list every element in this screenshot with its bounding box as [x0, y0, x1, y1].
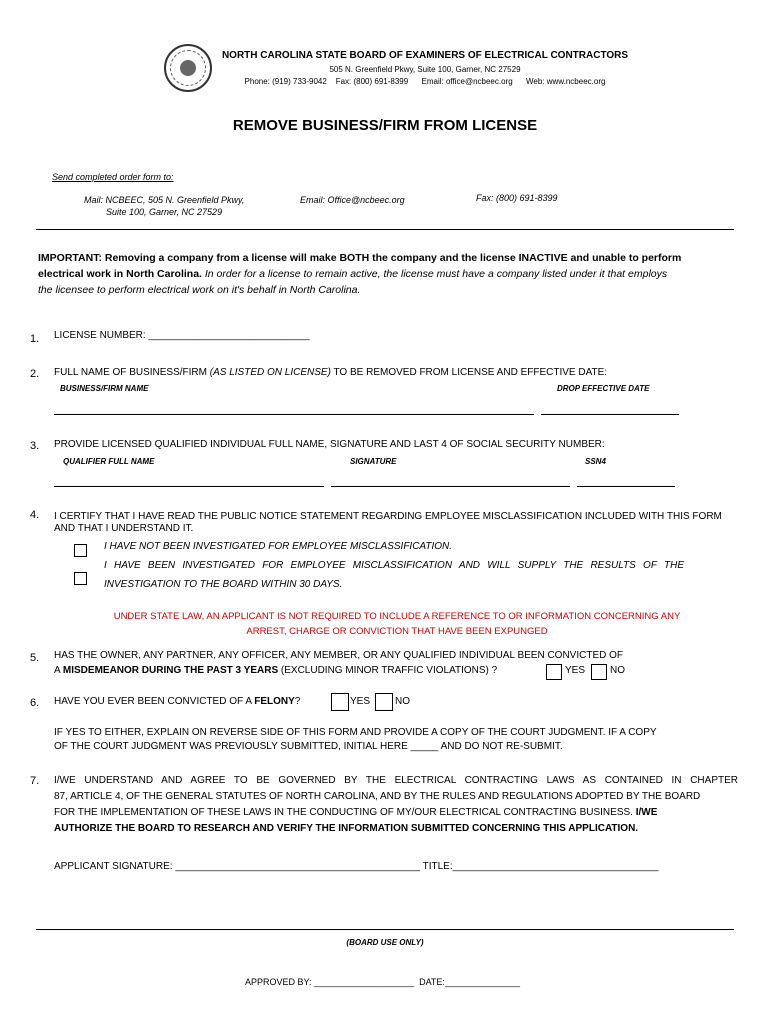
investigated-checkbox[interactable] [74, 572, 87, 585]
misdemeanor-no-checkbox[interactable] [591, 664, 607, 680]
q7-line2: 87, ARTICLE 4, OF THE GENERAL STATUTES OF NORTH CAROLINA, AND BY THE RULES AND REGULATIONS ADOPTED BY THE BOARD [54, 791, 701, 802]
q5-number: 5. [30, 652, 40, 664]
ssn-label: SSN4 [585, 457, 606, 466]
send-mail-line1: Mail: NCBEEC, 505 N. Greenfield Pkwy, [84, 195, 245, 205]
felony-yes-checkbox[interactable] [331, 693, 349, 711]
q6-number: 6. [30, 697, 40, 709]
felony-no-label: NO [395, 696, 410, 707]
q4-number: 4. [30, 509, 40, 521]
q7-line4: AUTHORIZE THE BOARD TO RESEARCH AND VERIFY THE INFORMATION SUBMITTED CONCERNING THIS APPLICATION. [54, 823, 639, 834]
investigated-label-line1: I HAVE BEEN INVESTIGATED FOR EMPLOYEE MISCLASSIFICATION AND WILL SUPPLY THE RESULTS OF THE [104, 560, 684, 571]
not-investigated-checkbox[interactable] [74, 544, 87, 557]
important-line2-bold: electrical work in North Carolina. [38, 268, 202, 280]
misdemeanor-no-label: NO [610, 665, 625, 676]
investigated-label-line2: INVESTIGATION TO THE BOARD WITHIN 30 DAYS. [104, 579, 343, 590]
ssn4-field[interactable] [577, 486, 675, 487]
misdemeanor-yes-checkbox[interactable] [546, 664, 562, 680]
send-label: Send completed order form to: [52, 172, 174, 182]
q4-line1: I CERTIFY THAT I HAVE READ THE PUBLIC NOTICE STATEMENT REGARDING EMPLOYEE MISCLASSIFICATION INCLUDED WITH THIS FORM [54, 511, 722, 522]
q3-number: 3. [30, 440, 40, 452]
q5-line1: HAS THE OWNER, ANY PARTNER, ANY OFFICER, ANY MEMBER, OR ANY QUALIFIED INDIVIDUAL BEEN CONVICTED OF [54, 650, 624, 661]
explain-line1: IF YES TO EITHER, EXPLAIN ON REVERSE SIDE OF THIS FORM AND PROVIDE A COPY OF THE COURT JUDGMENT. IF A COPY [54, 727, 657, 738]
important-line1: IMPORTANT: Removing a company from a license will make BOTH the company and the license INACTIVE and unable to perform [38, 252, 682, 264]
felony-no-checkbox[interactable] [375, 693, 393, 711]
q2-number: 2. [30, 368, 40, 380]
send-fax: Fax: (800) 691-8399 [476, 193, 558, 203]
q7-number: 7. [30, 775, 40, 787]
send-email: Email: Office@ncbeec.org [300, 195, 405, 205]
q5-line2: A MISDEMEANOR DURING THE PAST 3 YEARS (EXCLUDING MINOR TRAFFIC VIOLATIONS) ? [54, 665, 498, 676]
q2-question: FULL NAME OF BUSINESS/FIRM (AS LISTED ON LICENSE) TO BE REMOVED FROM LICENSE AND EFFECTIVE DATE: [54, 367, 608, 378]
qualifier-name-field[interactable] [54, 486, 324, 487]
qualifier-signature-field[interactable] [331, 486, 570, 487]
drop-date-label: DROP EFFECTIVE DATE [557, 384, 650, 393]
applicant-signature-field[interactable]: APPLICANT SIGNATURE: ____________________________________________ TITLE:_____________________________________ [54, 861, 659, 872]
misdemeanor-yes-label: YES [565, 665, 586, 676]
business-name-field[interactable] [54, 414, 534, 415]
qualifier-name-label: QUALIFIER FULL NAME [63, 457, 155, 466]
approved-by-field[interactable]: APPROVED BY: ____________________ DATE:_______________ [244, 977, 521, 987]
org-name: NORTH CAROLINA STATE BOARD OF EXAMINERS OF ELECTRICAL CONTRACTORS [221, 50, 629, 61]
q3-question: PROVIDE LICENSED QUALIFIED INDIVIDUAL FULL NAME, SIGNATURE AND LAST 4 OF SOCIAL SECURITY NUMBER: [54, 439, 605, 450]
signature-label: SIGNATURE [350, 457, 397, 466]
expunged-notice-line2: ARREST, CHARGE OR CONVICTION THAT HAVE BEEN EXPUNGED [246, 626, 548, 637]
business-name-label: BUSINESS/FIRM NAME [60, 384, 149, 393]
footer-divider [36, 929, 734, 930]
q4-line2: AND THAT I UNDERSTAND IT. [54, 523, 194, 534]
important-line3: the licensee to perform electrical work on it's behalf in North Carolina. [38, 284, 361, 296]
q6-question: HAVE YOU EVER BEEN CONVICTED OF A FELONY? [54, 696, 301, 707]
felony-yes-label: YES [350, 696, 371, 707]
org-contact: Phone: (919) 733-9042 Fax: (800) 691-8399 Email: office@ncbeec.org Web: www.ncbeec.org [244, 77, 606, 86]
org-address: 505 N. Greenfield Pkwy, Suite 100, Garner, NC 27529 [329, 65, 521, 74]
divider [36, 229, 734, 230]
expunged-notice-line1: UNDER STATE LAW, AN APPLICANT IS NOT REQUIRED TO INCLUDE A REFERENCE TO OR INFORMATION CONCERNING ANY [113, 611, 681, 622]
q7-line3: FOR THE IMPLEMENTATION OF THESE LAWS IN THE CONDUCTING OF MY/OUR ELECTRICAL CONTRACTING BUSINESS. I/WE [54, 807, 658, 818]
page-title: REMOVE BUSINESS/FIRM FROM LICENSE [232, 117, 538, 134]
not-investigated-label: I HAVE NOT BEEN INVESTIGATED FOR EMPLOYEE MISCLASSIFICATION. [104, 541, 453, 552]
explain-line2: OF THE COURT JUDGMENT WAS PREVIOUSLY SUBMITTED, INITIAL HERE _____ AND DO NOT RE-SUBMIT. [54, 741, 563, 752]
drop-date-field[interactable] [541, 414, 679, 415]
important-line2-italic: In order for a license to remain active, the license must have a company listed under it that employs [201, 268, 668, 280]
license-number-field[interactable]: LICENSE NUMBER: _____________________________ [54, 330, 310, 341]
q1-number: 1. [30, 333, 40, 345]
state-seal-icon [164, 44, 212, 92]
board-use-label: (BOARD USE ONLY) [346, 938, 424, 947]
important-notice [38, 250, 738, 298]
q7-line1: I/WE UNDERSTAND AND AGREE TO BE GOVERNED BY THE ELECTRICAL CONTRACTING LAWS AS CONTAINED IN CHAPTER [54, 775, 738, 786]
send-mail-line2: Suite 100, Garner, NC 27529 [106, 207, 223, 217]
